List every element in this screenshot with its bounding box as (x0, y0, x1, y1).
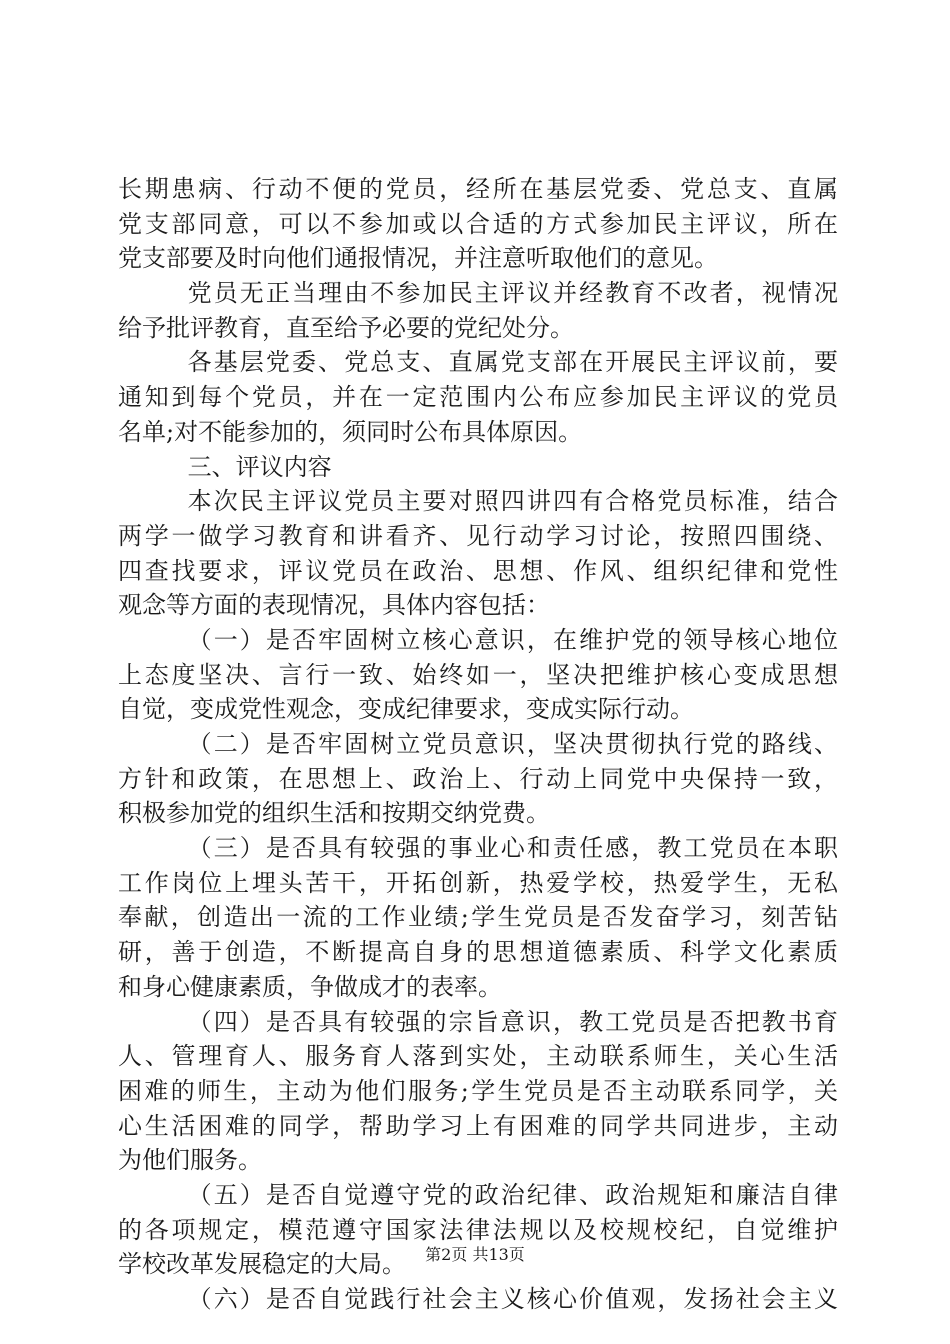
text-line: 本次民主评议党员主要对照四讲四有合格党员标准，结合 (187, 487, 838, 516)
text-line: 党支部要及时向他们通报情况，并注意听取他们的意见。 (118, 244, 718, 273)
text-line: 方针和政策，在思想上、政治上、行动上同党中央保持一致， (118, 764, 838, 793)
text-line: 观念等方面的表现情况，具体内容包括： (118, 591, 550, 620)
text-line: （三）是否具有较强的事业心和责任感，教工党员在本职 (187, 834, 838, 863)
text-line: 自觉，变成党性观念，变成纪律要求，变成实际行动。 (118, 695, 694, 724)
text-line: 工作岗位上埋头苦干，开拓创新，热爱学校，热爱学生，无私 (118, 868, 838, 897)
body-text (118, 172, 838, 1317)
text-line: 的各项规定，模范遵守国家法律法规以及校规校纪，自觉维护 (118, 1215, 838, 1244)
text-line: 名单;对不能参加的，须同时公布具体原因。 (118, 417, 583, 446)
text-line: 通知到每个党员，并在一定范围内公布应参加民主评议的党员 (118, 383, 838, 412)
text-line: 各基层党委、党总支、直属党支部在开展民主评议前，要 (187, 348, 838, 377)
text-line: （一）是否牢固树立核心意识，在维护党的领导核心地位 (187, 625, 838, 654)
text-line: （六）是否自觉践行社会主义核心价值观，发扬社会主义 (187, 1285, 838, 1313)
text-line: 党员无正当理由不参加民主评议并经教育不改者，视情况 (187, 279, 838, 308)
text-line: （四）是否具有较强的宗旨意识，教工党员是否把教书育 (187, 1007, 838, 1036)
text-line: 四查找要求，评议党员在政治、思想、作风、组织纪律和党性 (118, 556, 838, 585)
text-line: 人、管理育人、服务育人落到实处，主动联系师生，关心生活 (118, 1042, 838, 1071)
text-line: 上态度坚决、言行一致、始终如一，坚决把维护核心变成思想 (118, 660, 838, 689)
text-line: 给予批评教育，直至给予必要的党纪处分。 (118, 313, 574, 342)
text-line: 奉献，创造出一流的工作业绩;学生党员是否发奋学习，刻苦钻 (118, 903, 838, 932)
text-line: 学校改革发展稳定的大局。 (118, 1250, 406, 1279)
text-line: （五）是否自觉遵守党的政治纪律、政治规矩和廉洁自律 (187, 1180, 838, 1209)
text-line: 三、评议内容 (187, 452, 332, 481)
text-line: 长期患病、行动不便的党员，经所在基层党委、党总支、直属 (118, 175, 838, 203)
page-footer: 第2页 共13页 (425, 1245, 525, 1264)
text-line: 心生活困难的同学，帮助学习上有困难的同学共同进步，主动 (118, 1111, 838, 1140)
text-line: 研，善于创造，不断提高自身的思想道德素质、科学文化素质 (118, 938, 838, 967)
text-line: 党支部同意，可以不参加或以合适的方式参加民主评议，所在 (118, 209, 838, 238)
text-line: 和身心健康素质，争做成才的表率。 (118, 972, 502, 1001)
text-line: （二）是否牢固树立党员意识，坚决贯彻执行党的路线、 (187, 730, 838, 758)
text-line: 为他们服务。 (118, 1146, 262, 1175)
text-line: 积极参加党的组织生活和按期交纳党费。 (118, 799, 550, 828)
text-line: 两学一做学习教育和讲看齐、见行动学习讨论，按照四围绕、 (118, 521, 838, 550)
text-line: 困难的师生，主动为他们服务;学生党员是否主动联系同学，关 (118, 1076, 838, 1105)
